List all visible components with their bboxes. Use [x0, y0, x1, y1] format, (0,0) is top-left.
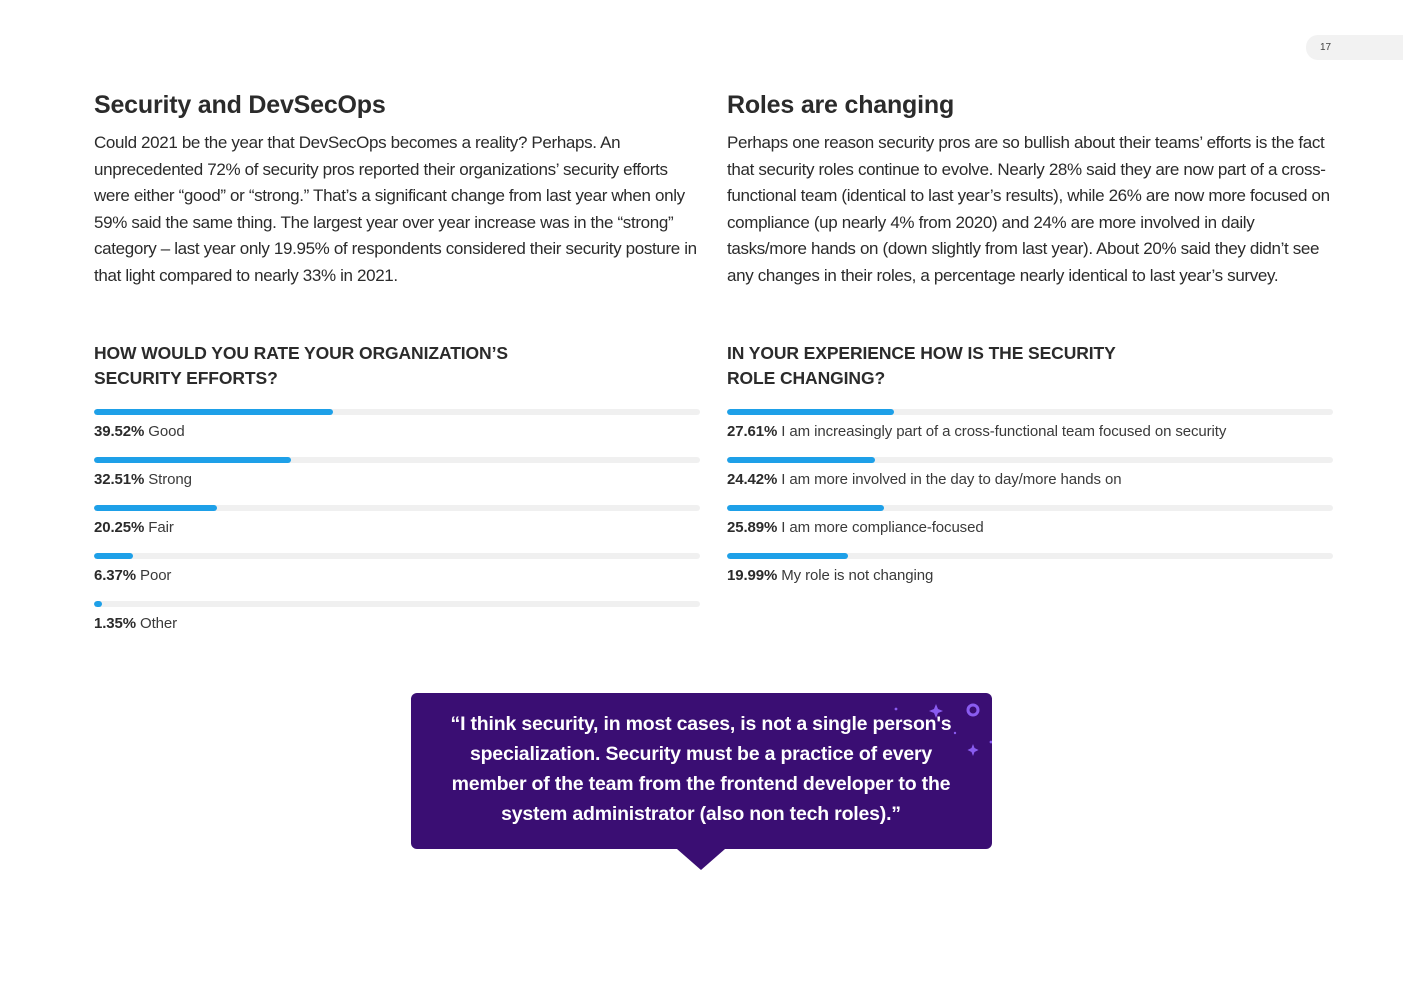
role-changing-chart — [727, 409, 1333, 601]
bar-row — [94, 409, 700, 457]
security-efforts-chart — [94, 409, 700, 649]
quote-callout — [411, 693, 992, 849]
bar-fill — [727, 457, 875, 463]
bar-track — [727, 457, 1333, 463]
bar-track — [727, 553, 1333, 559]
bar-track — [727, 409, 1333, 415]
bar-row — [727, 505, 1333, 553]
quote-tail — [677, 849, 725, 870]
bar-track — [727, 505, 1333, 511]
bar-percent: 20.25% — [94, 519, 145, 536]
bar-row — [727, 553, 1333, 601]
bar-track — [94, 409, 700, 415]
bar-percent: 32.51% — [94, 471, 145, 488]
bar-label — [94, 518, 174, 538]
bar-row — [727, 457, 1333, 505]
bar-fill — [94, 601, 102, 607]
section-paragraph: Could 2021 be the year that DevSecOps becomes a reality? Perhaps. An unprecedented 72% of security pros reported their organizations’ security efforts were either “good” or “strong.” That’s a significant change from last year when only 59% said the same thing. The largest year over year increase was in the “strong” category – last year only 19.95% of respondents considered their security posture in that light compared to nearly 33% in 2021. — [94, 133, 697, 285]
bar-label — [727, 566, 933, 586]
page-number: 17 — [1306, 35, 1403, 60]
bar-label — [94, 614, 177, 634]
section-paragraph: Perhaps one reason security pros are so bullish about their teams’ efforts is the fact that security roles continue to evolve. Nearly 28% said they are now part of a cross-functional team (identical to last year’s results), while 26% are now more focused on compliance (up nearly 4% from 2020) and 24% are more involved in daily tasks/more hands on (down slightly from last year). About 20% said they didn’t see any changes in their roles, a percentage nearly identical to last year’s survey. — [727, 133, 1330, 285]
bar-fill — [94, 553, 133, 559]
bar-text: I am increasingly part of a cross-functional team focused on security — [781, 423, 1227, 440]
bar-fill — [94, 457, 291, 463]
bar-percent: 39.52% — [94, 423, 145, 440]
security-efforts-question: HOW WOULD YOU RATE YOUR ORGANIZATION’S SECURITY EFFORTS? — [94, 343, 508, 388]
bar-track — [94, 601, 700, 607]
bar-row — [94, 505, 700, 553]
bar-text: I am more compliance-focused — [781, 519, 984, 536]
bar-fill — [94, 505, 217, 511]
bar-percent: 1.35% — [94, 615, 137, 632]
bar-fill — [727, 553, 848, 559]
bar-percent: 27.61% — [727, 423, 778, 440]
bar-text: My role is not changing — [781, 567, 934, 584]
bar-track — [94, 505, 700, 511]
bar-row — [94, 601, 700, 649]
bar-row — [94, 553, 700, 601]
section-title: Roles are changing — [727, 91, 955, 119]
bar-label — [94, 470, 192, 490]
bar-fill — [727, 505, 884, 511]
bar-label — [727, 470, 1121, 490]
bar-text: Good — [148, 423, 185, 440]
bar-text: Other — [140, 615, 178, 632]
bar-label — [94, 422, 185, 442]
roles-changing-section — [727, 88, 1333, 290]
section-title: Security and DevSecOps — [94, 91, 386, 119]
security-devsecops-section — [94, 88, 700, 290]
bar-text: Strong — [148, 471, 192, 488]
bar-percent: 19.99% — [727, 567, 778, 584]
bar-text: Poor — [140, 567, 172, 584]
bar-label — [94, 566, 171, 586]
bar-fill — [727, 409, 894, 415]
role-changing-question: IN YOUR EXPERIENCE HOW IS THE SECURITY ROLE CHANGING? — [727, 343, 1116, 388]
bar-percent: 6.37% — [94, 567, 137, 584]
bar-row — [727, 409, 1333, 457]
bar-percent: 25.89% — [727, 519, 778, 536]
bar-text: I am more involved in the day to day/more hands on — [781, 471, 1122, 488]
bar-text: Fair — [148, 519, 174, 536]
bar-label — [727, 518, 984, 538]
bar-track — [94, 457, 700, 463]
bar-track — [94, 553, 700, 559]
bar-fill — [94, 409, 333, 415]
bar-percent: 24.42% — [727, 471, 778, 488]
quote-text: “I think security, in most cases, is not a single person's specialization. Security must be a practice of every member of the team from the frontend developer to the system administrator (also non tech roles).” — [450, 713, 952, 825]
bar-row — [94, 457, 700, 505]
bar-label — [727, 422, 1226, 442]
